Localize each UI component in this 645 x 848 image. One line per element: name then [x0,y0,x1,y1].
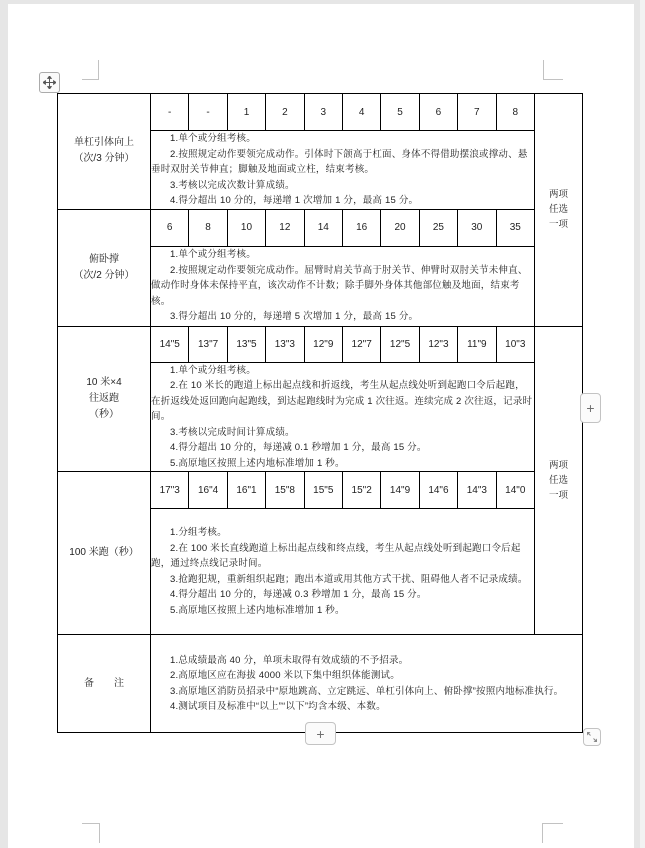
note-line: 两项 [548,189,568,201]
remarks-cell [151,635,583,733]
criteria-cell [151,131,535,210]
score-value-cell: 15"5 [304,472,342,509]
score-value-cell: 12"7 [342,326,380,362]
move-icon [43,76,56,89]
score-value-cell: 5 [381,94,419,131]
expand-icon [586,731,598,743]
criteria-line: 3.考核以完成时间计算成绩。 [170,426,295,438]
score-value-cell: 14 [304,209,342,246]
row-label-line: 10 米×4 [86,376,122,388]
score-value-cell: 10 [227,209,265,246]
score-value-cell: 13"5 [227,326,265,362]
score-value-cell: 3 [304,94,342,131]
remarks-line: 2.高原地区应在海拔 4000 米以下集中组织体能测试。 [170,670,400,681]
note-line: 任选 [548,204,568,216]
score-value-cell: 20 [381,209,419,246]
score-value-cell: 13"7 [189,326,227,362]
criteria-line: 2.在 10 米长的跑道上标出起点线和折返线，考生从起点线处听到起跑口令后起跑，在折返线处返回跑向起跑线，到达起跑线时为完成 1 次往返。连续完成 2 次往返，记录时间。 [151,380,533,422]
table-row [58,635,583,733]
criteria-line: 2.按照规定动作要领完成动作。引体时下颌高于杠面、身体不得借助摆浪或撑动、悬垂时双肘关节伸直；脚触及地面或立柱，结束考核。 [151,148,528,175]
bottom-add-button[interactable] [305,722,336,745]
row-label-push-up [58,209,151,326]
criteria-cell [151,362,535,472]
row-label-100m-run [58,472,151,635]
score-value-cell: 14"5 [151,326,189,362]
table-move-handle[interactable] [39,72,60,93]
score-value-cell: 30 [458,209,496,246]
table-row [58,326,583,362]
choose-one-note [535,94,583,327]
score-value-cell: 12"9 [304,326,342,362]
remarks-line: 1.总成绩最高 40 分，单项未取得有效成绩的不予招录。 [170,654,409,666]
score-value-cell: 17"3 [151,472,189,509]
choose-one-note [535,326,583,635]
score-value-cell: 2 [266,94,304,131]
score-value-cell: 14"9 [381,472,419,509]
expand-button[interactable] [583,728,601,746]
score-value-cell: 25 [419,209,457,246]
table-row [58,209,583,246]
row-label-shuttle-run [58,326,151,472]
score-value-cell: 15"2 [342,472,380,509]
criteria-line: 3.考核以完成次数计算成绩。 [170,179,295,191]
score-value-cell: 35 [496,209,534,246]
score-value-cell: 14"6 [419,472,457,509]
score-value-cell: - [151,94,189,131]
score-value-cell: 12"3 [419,326,457,362]
criteria-line: 1.分组考核。 [170,527,227,538]
table-row [58,94,583,131]
score-value-cell: 6 [151,209,189,246]
score-value-cell: 11"9 [458,326,496,362]
score-value-cell: 8 [496,94,534,131]
criteria-line: 5.高原地区按照上述内地标准增加 1 秒。 [170,604,345,616]
criteria-cell [151,246,535,326]
row-label-remarks [58,635,151,733]
score-value-cell: 12"5 [381,326,419,362]
score-value-cell: - [189,94,227,131]
criteria-line: 2.按照规定动作要领完成动作。屈臂时肩关节高于肘关节、伸臂时双肘关节未伸直、做动作时身体未保持平直，该次动作不计数；除手脚外身体其他部位触及地面，结束考核。 [151,264,528,307]
criteria-line: 4.得分超出 10 分的，每递减 0.3 秒增加 1 分，最高 15 分。 [170,589,427,600]
score-value-cell: 14"3 [458,472,496,509]
score-value-cell: 10"3 [496,326,534,362]
note-line: 一项 [548,489,568,501]
row-label-pull-up [58,94,151,210]
criteria-line: 1.单个或分组考核。 [170,133,256,144]
score-value-cell: 14"0 [496,472,534,509]
row-label-line: （秒） [89,408,119,420]
criteria-line: 2.在 100 米长直线跑道上标出起点线和终点线，考生从起点线处听到起跑口令后起跑，通过终点线记录时间。 [151,542,521,569]
note-line: 任选 [548,474,568,486]
row-label-line: 往返跑 [89,392,119,404]
criteria-line: 1.单个或分组考核。 [170,249,256,261]
score-value-cell: 7 [458,94,496,131]
criteria-line: 5.高原地区按照上述内地标准增加 1 秒。 [170,457,345,469]
criteria-line: 4.得分超出 10 分的，每递增 1 次增加 1 分，最高 15 分。 [170,195,419,206]
score-value-cell: 12 [266,209,304,246]
score-value-cell: 13"3 [266,326,304,362]
note-line: 一项 [548,219,568,231]
score-value-cell: 16 [342,209,380,246]
score-value-cell: 16"1 [227,472,265,509]
criteria-line: 3.抢跑犯规，重新组织起跑；跑出本道或用其他方式干扰、阻碍他人者不记录成绩。 [170,573,528,585]
row-label-line: 备 注 [84,677,124,689]
plus-icon: + [316,725,325,742]
score-value-cell: 16"4 [189,472,227,509]
score-value-cell: 4 [342,94,380,131]
row-label-line: 100 米跑（秒） [69,547,139,558]
row-label-line: （次/2 分钟） [73,269,135,281]
score-value-cell: 6 [419,94,457,131]
remarks-line: 4.测试项目及标准中“以上”“以下”均含本级、本数。 [170,701,386,712]
side-add-button[interactable] [580,393,601,423]
row-label-line: （次/3 分钟） [73,153,135,165]
table-row [58,472,583,509]
criteria-line: 1.单个或分组考核。 [170,364,256,376]
row-label-line: 单杠引体向上 [74,137,134,149]
margin-mark-bottom-left [82,823,100,843]
criteria-line: 4.得分超出 10 分的，每递减 0.1 秒增加 1 分，最高 15 分。 [170,442,427,453]
margin-mark-bottom-right [542,823,563,843]
note-line: 两项 [548,459,568,471]
remarks-line: 3.高原地区消防员招录中“原地跳高、立定跳远、单杠引体向上、俯卧撑”按照内地标准执行。 [170,685,564,697]
margin-mark-top-right [543,60,563,80]
criteria-line: 3.得分超出 10 分的，每递增 5 次增加 1 分，最高 15 分。 [170,311,419,323]
criteria-cell [151,509,535,635]
row-label-line: 俯卧撑 [89,253,119,265]
score-value-cell: 8 [189,209,227,246]
fitness-test-table [57,93,583,733]
margin-mark-top-left [82,60,99,80]
score-value-cell: 1 [227,94,265,131]
right-margin-edge [640,0,645,848]
plus-icon: + [586,400,595,416]
score-value-cell: 15"8 [266,472,304,509]
